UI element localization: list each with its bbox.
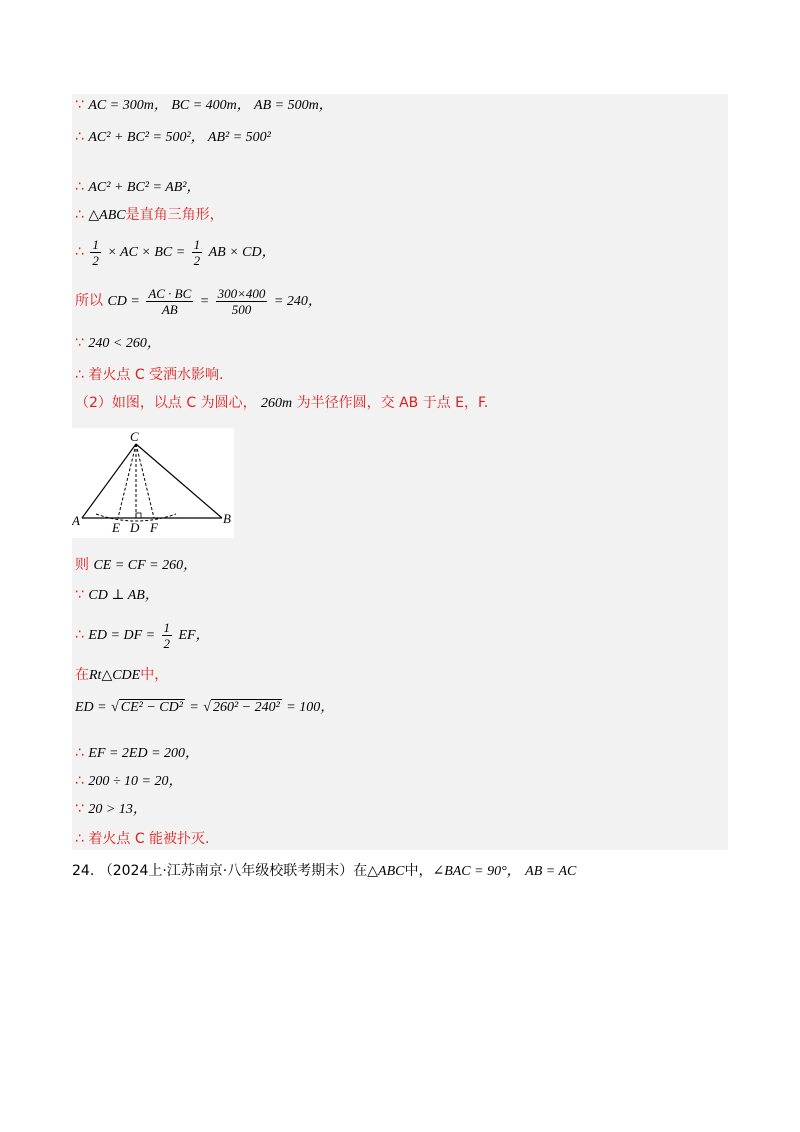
solution-line-5: ∴ $\frac{1}{2}$ × AC × BC = $\frac{1}{2}$ AB × CD， (75, 236, 276, 268)
solution-line-16: ∴ 200 ÷ 10 = 20， (75, 773, 183, 789)
solution-line-11: ∵ CD ⊥ AB， (75, 587, 159, 603)
sqrt-expression: CE² − CD² (120, 700, 183, 715)
label-f: F (150, 520, 158, 535)
solution-line-8: ∴ 着火点 C 受洒水影响. (75, 367, 224, 383)
solution-line-15: ∴ EF = 2ED = 200， (75, 745, 200, 761)
solution-line-3: ∴ AC² + BC² = AB²， (75, 179, 201, 195)
triangle-figure (72, 428, 234, 538)
fraction: $\frac{300\times 400}{500}$ (217, 285, 266, 317)
solution-line-13: 在Rt△CDE中， (75, 667, 169, 683)
triangle-diagram (72, 428, 234, 538)
question-24: 24. （2024上·江苏南京·八年级校联考期末）在△ABC中，∠BAC = 90°， AB = AC (72, 863, 577, 879)
label-c: C (130, 429, 139, 444)
segment-ce (118, 444, 136, 518)
solution-line-18: ∴ 着火点 C 能被扑灭. (75, 831, 210, 847)
fraction-half: $\frac{1}{2}$ (163, 619, 171, 651)
fraction-half: $\frac{1}{2}$ (193, 236, 201, 268)
solution-line-12: ∴ ED = DF = $\frac{1}{2}$ EF， (75, 619, 210, 651)
right-angle-mark (136, 513, 141, 518)
label-a: A (72, 513, 80, 528)
solution-line-9: （2）如图，以点 C 为圆心， 260m 为半径作圆，交 AB 于点 E，F. (75, 395, 489, 411)
side-ac (82, 444, 136, 518)
fraction: $\frac{AC \cdot BC}{AB}$ (148, 285, 192, 317)
question-source: （2024上·江苏南京·八年级校联考期末）在 (98, 863, 368, 879)
fraction-half: $\frac{1}{2}$ (92, 236, 99, 268)
solution-line-4: ∴ △ABC是直角三角形， (75, 207, 224, 223)
solution-line-6: 所以 CD = $\frac{AC \cdot BC}{AB}$ = $\frac{300\times 400}{500}$ = 240， (75, 285, 322, 317)
label-e: E (112, 520, 120, 535)
solution-line-14: ED = √ CE² − CD² = √ 260² − 240² = 100， (75, 700, 335, 715)
solution-line-7: ∵ 240 < 260， (75, 335, 161, 351)
label-b: B (223, 511, 231, 526)
solution-line-10: 则 CE = CF = 260， (75, 557, 198, 573)
solution-line-1: ∵ AC = 300m， BC = 400m， AB = 500m， (75, 97, 333, 113)
sqrt-expression: 260² − 240² (212, 700, 280, 715)
solution-line-17: ∵ 20 > 13， (75, 801, 147, 817)
side-bc (136, 444, 222, 518)
solution-line-2: ∴ AC² + BC² = 500²， AB² = 500² (75, 129, 271, 145)
label-d: D (130, 520, 140, 535)
segment-cf (136, 444, 154, 518)
question-number: 24. (72, 863, 95, 879)
